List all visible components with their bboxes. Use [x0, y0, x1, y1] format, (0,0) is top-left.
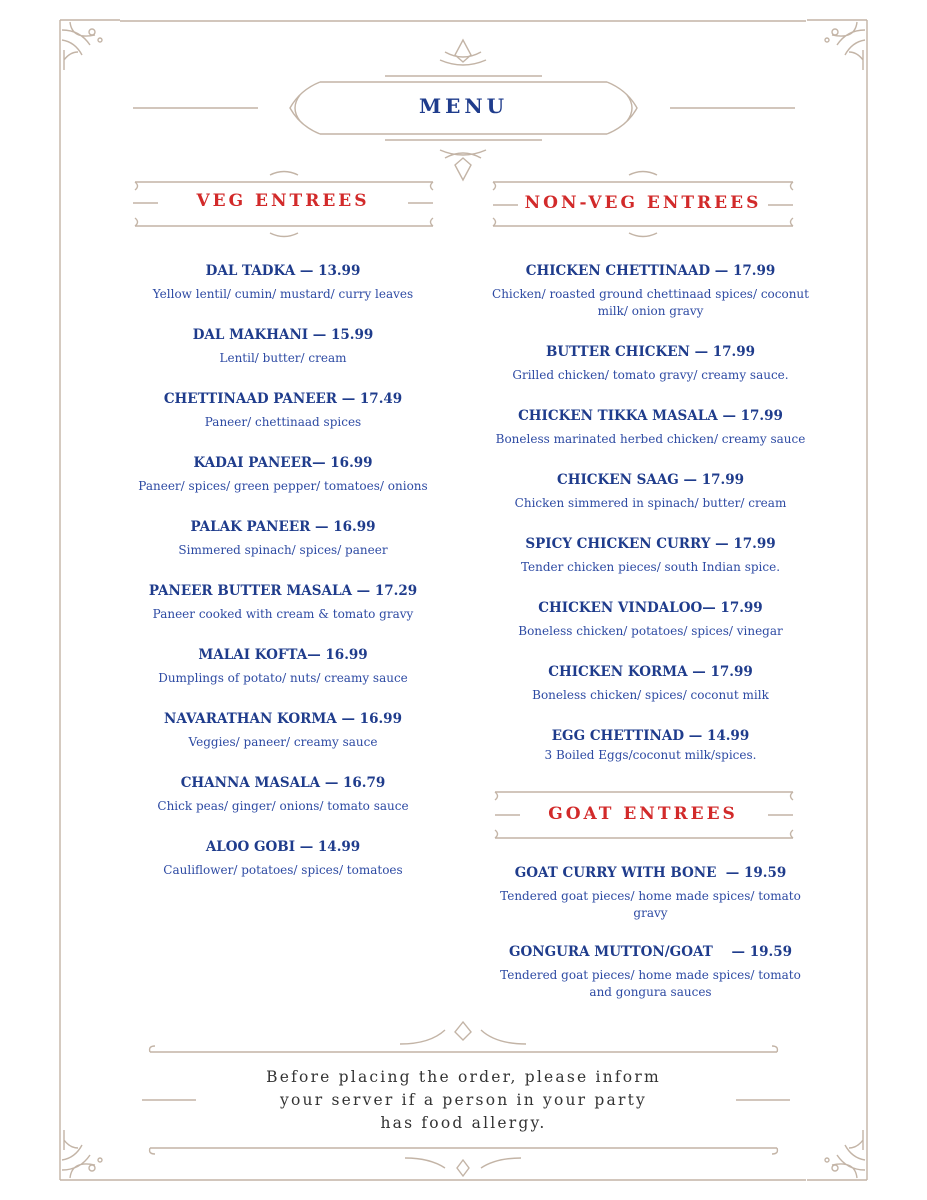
- menu-item-chicken-vindaloo: [488, 599, 813, 663]
- item-description: Tendered goat pieces/ home made spices/ tomato gravy: [500, 889, 801, 920]
- goat-section-title: GOAT ENTREES: [548, 804, 738, 824]
- menu-item-paneer-butter-masala: [133, 582, 433, 646]
- menu-item-egg-chettinad: [488, 727, 813, 777]
- menu-item-butter-chicken: [488, 343, 813, 407]
- item-description: Chick peas/ ginger/ onions/ tomato sauce: [157, 799, 409, 813]
- item-name: GONGURA MUTTON/GOAT — 19.59: [508, 944, 793, 960]
- nonveg-section-title: NON-VEG ENTREES: [524, 193, 762, 213]
- item-description: Simmered spinach/ spices/ paneer: [178, 543, 388, 557]
- item-name: CHICKEN TIKKA MASALA — 17.99: [518, 408, 783, 424]
- item-name: GOAT CURRY WITH BONE — 19.59: [514, 865, 787, 881]
- menu-item-kadai-paneer: [133, 454, 433, 518]
- item-description: Grilled chicken/ tomato gravy/ creamy sauce.: [512, 368, 789, 382]
- item-name: BUTTER CHICKEN — 17.99: [545, 344, 756, 360]
- allergy-notice: [200, 1066, 727, 1135]
- veg-section-title: VEG ENTREES: [196, 191, 370, 211]
- item-name: CHICKEN KORMA — 17.99: [548, 664, 753, 680]
- item-description: 3 Boiled Eggs/coconut milk/spices.: [544, 748, 757, 762]
- item-description: Dumplings of potato/ nuts/ creamy sauce: [158, 671, 408, 685]
- item-description: Paneer cooked with cream & tomato gravy: [152, 607, 414, 621]
- menu-item-dal-makhani: [133, 326, 433, 390]
- menu-item-dal-tadka: [133, 262, 433, 326]
- veg-items-list: [133, 262, 433, 902]
- nonveg-items-list: [488, 262, 813, 777]
- menu-item-chicken-chettinaad: [488, 262, 813, 343]
- allergy-notice-line: your server if a person in your party: [280, 1091, 647, 1109]
- menu-item-channa-masala: [133, 774, 433, 838]
- corner-ornament-bottom-right: [807, 1120, 867, 1180]
- menu-item-navarathan-korma: [133, 710, 433, 774]
- corner-ornament-top-right: [807, 20, 867, 80]
- item-description: Chicken/ roasted ground chettinaad spices/ coconut milk/ onion gravy: [492, 287, 809, 318]
- menu-item-goat-curry-with-bone: [488, 864, 813, 943]
- item-description: Boneless chicken/ potatoes/ spices/ vinegar: [518, 624, 783, 638]
- item-description: Paneer/ chettinaad spices: [204, 415, 362, 429]
- allergy-notice-line: has food allergy.: [380, 1114, 547, 1132]
- menu-item-chettinaad-paneer: [133, 390, 433, 454]
- menu-item-aloo-gobi: [133, 838, 433, 902]
- item-name: KADAI PANEER— 16.99: [193, 455, 373, 471]
- item-name: ALOO GOBI — 14.99: [205, 839, 361, 855]
- menu-title: MENU: [418, 94, 509, 118]
- menu-item-spicy-chicken-curry: [488, 535, 813, 599]
- item-description: Tender chicken pieces/ south Indian spice.: [520, 560, 781, 574]
- allergy-notice-line: Before placing the order, please inform: [266, 1068, 661, 1086]
- item-name: CHICKEN SAAG — 17.99: [556, 472, 745, 488]
- item-name: CHETTINAAD PANEER — 17.49: [163, 391, 403, 407]
- item-name: CHICKEN CHETTINAAD — 17.99: [525, 263, 776, 279]
- corner-ornament-top-left: [60, 20, 120, 80]
- item-name: PALAK PANEER — 16.99: [190, 519, 376, 535]
- menu-item-malai-kofta: [133, 646, 433, 710]
- item-description: Boneless marinated herbed chicken/ creamy sauce: [495, 432, 806, 446]
- item-name: EGG CHETTINAD — 14.99: [551, 728, 750, 744]
- item-description: Lentil/ butter/ cream: [219, 351, 347, 365]
- item-name: NAVARATHAN KORMA — 16.99: [164, 711, 402, 727]
- item-description: Tendered goat pieces/ home made spices/ tomato and gongura sauces: [500, 968, 801, 999]
- item-description: Paneer/ spices/ green pepper/ tomatoes/ onions: [138, 479, 428, 493]
- item-name: MALAI KOFTA— 16.99: [198, 647, 368, 663]
- item-description: Yellow lentil/ cumin/ mustard/ curry leaves: [152, 287, 414, 301]
- item-name: CHICKEN VINDALOO— 17.99: [538, 600, 763, 616]
- item-name: CHANNA MASALA — 16.79: [180, 775, 386, 791]
- menu-item-palak-paneer: [133, 518, 433, 582]
- item-description: Cauliflower/ potatoes/ spices/ tomatoes: [163, 863, 403, 877]
- item-name: DAL TADKA — 13.99: [205, 263, 361, 279]
- item-description: Veggies/ paneer/ creamy sauce: [188, 735, 378, 749]
- menu-item-chicken-korma: [488, 663, 813, 727]
- item-name: DAL MAKHANI — 15.99: [192, 327, 374, 343]
- item-name: PANEER BUTTER MASALA — 17.29: [148, 583, 418, 599]
- menu-item-gongura-mutton-goat: [488, 943, 813, 1007]
- item-name: SPICY CHICKEN CURRY — 17.99: [525, 536, 776, 552]
- menu-item-chicken-saag: [488, 471, 813, 535]
- goat-items-list: [488, 864, 813, 1007]
- item-description: Chicken simmered in spinach/ butter/ cream: [514, 496, 787, 510]
- corner-ornament-bottom-left: [60, 1120, 120, 1180]
- menu-item-chicken-tikka-masala: [488, 407, 813, 471]
- item-description: Boneless chicken/ spices/ coconut milk: [532, 688, 769, 702]
